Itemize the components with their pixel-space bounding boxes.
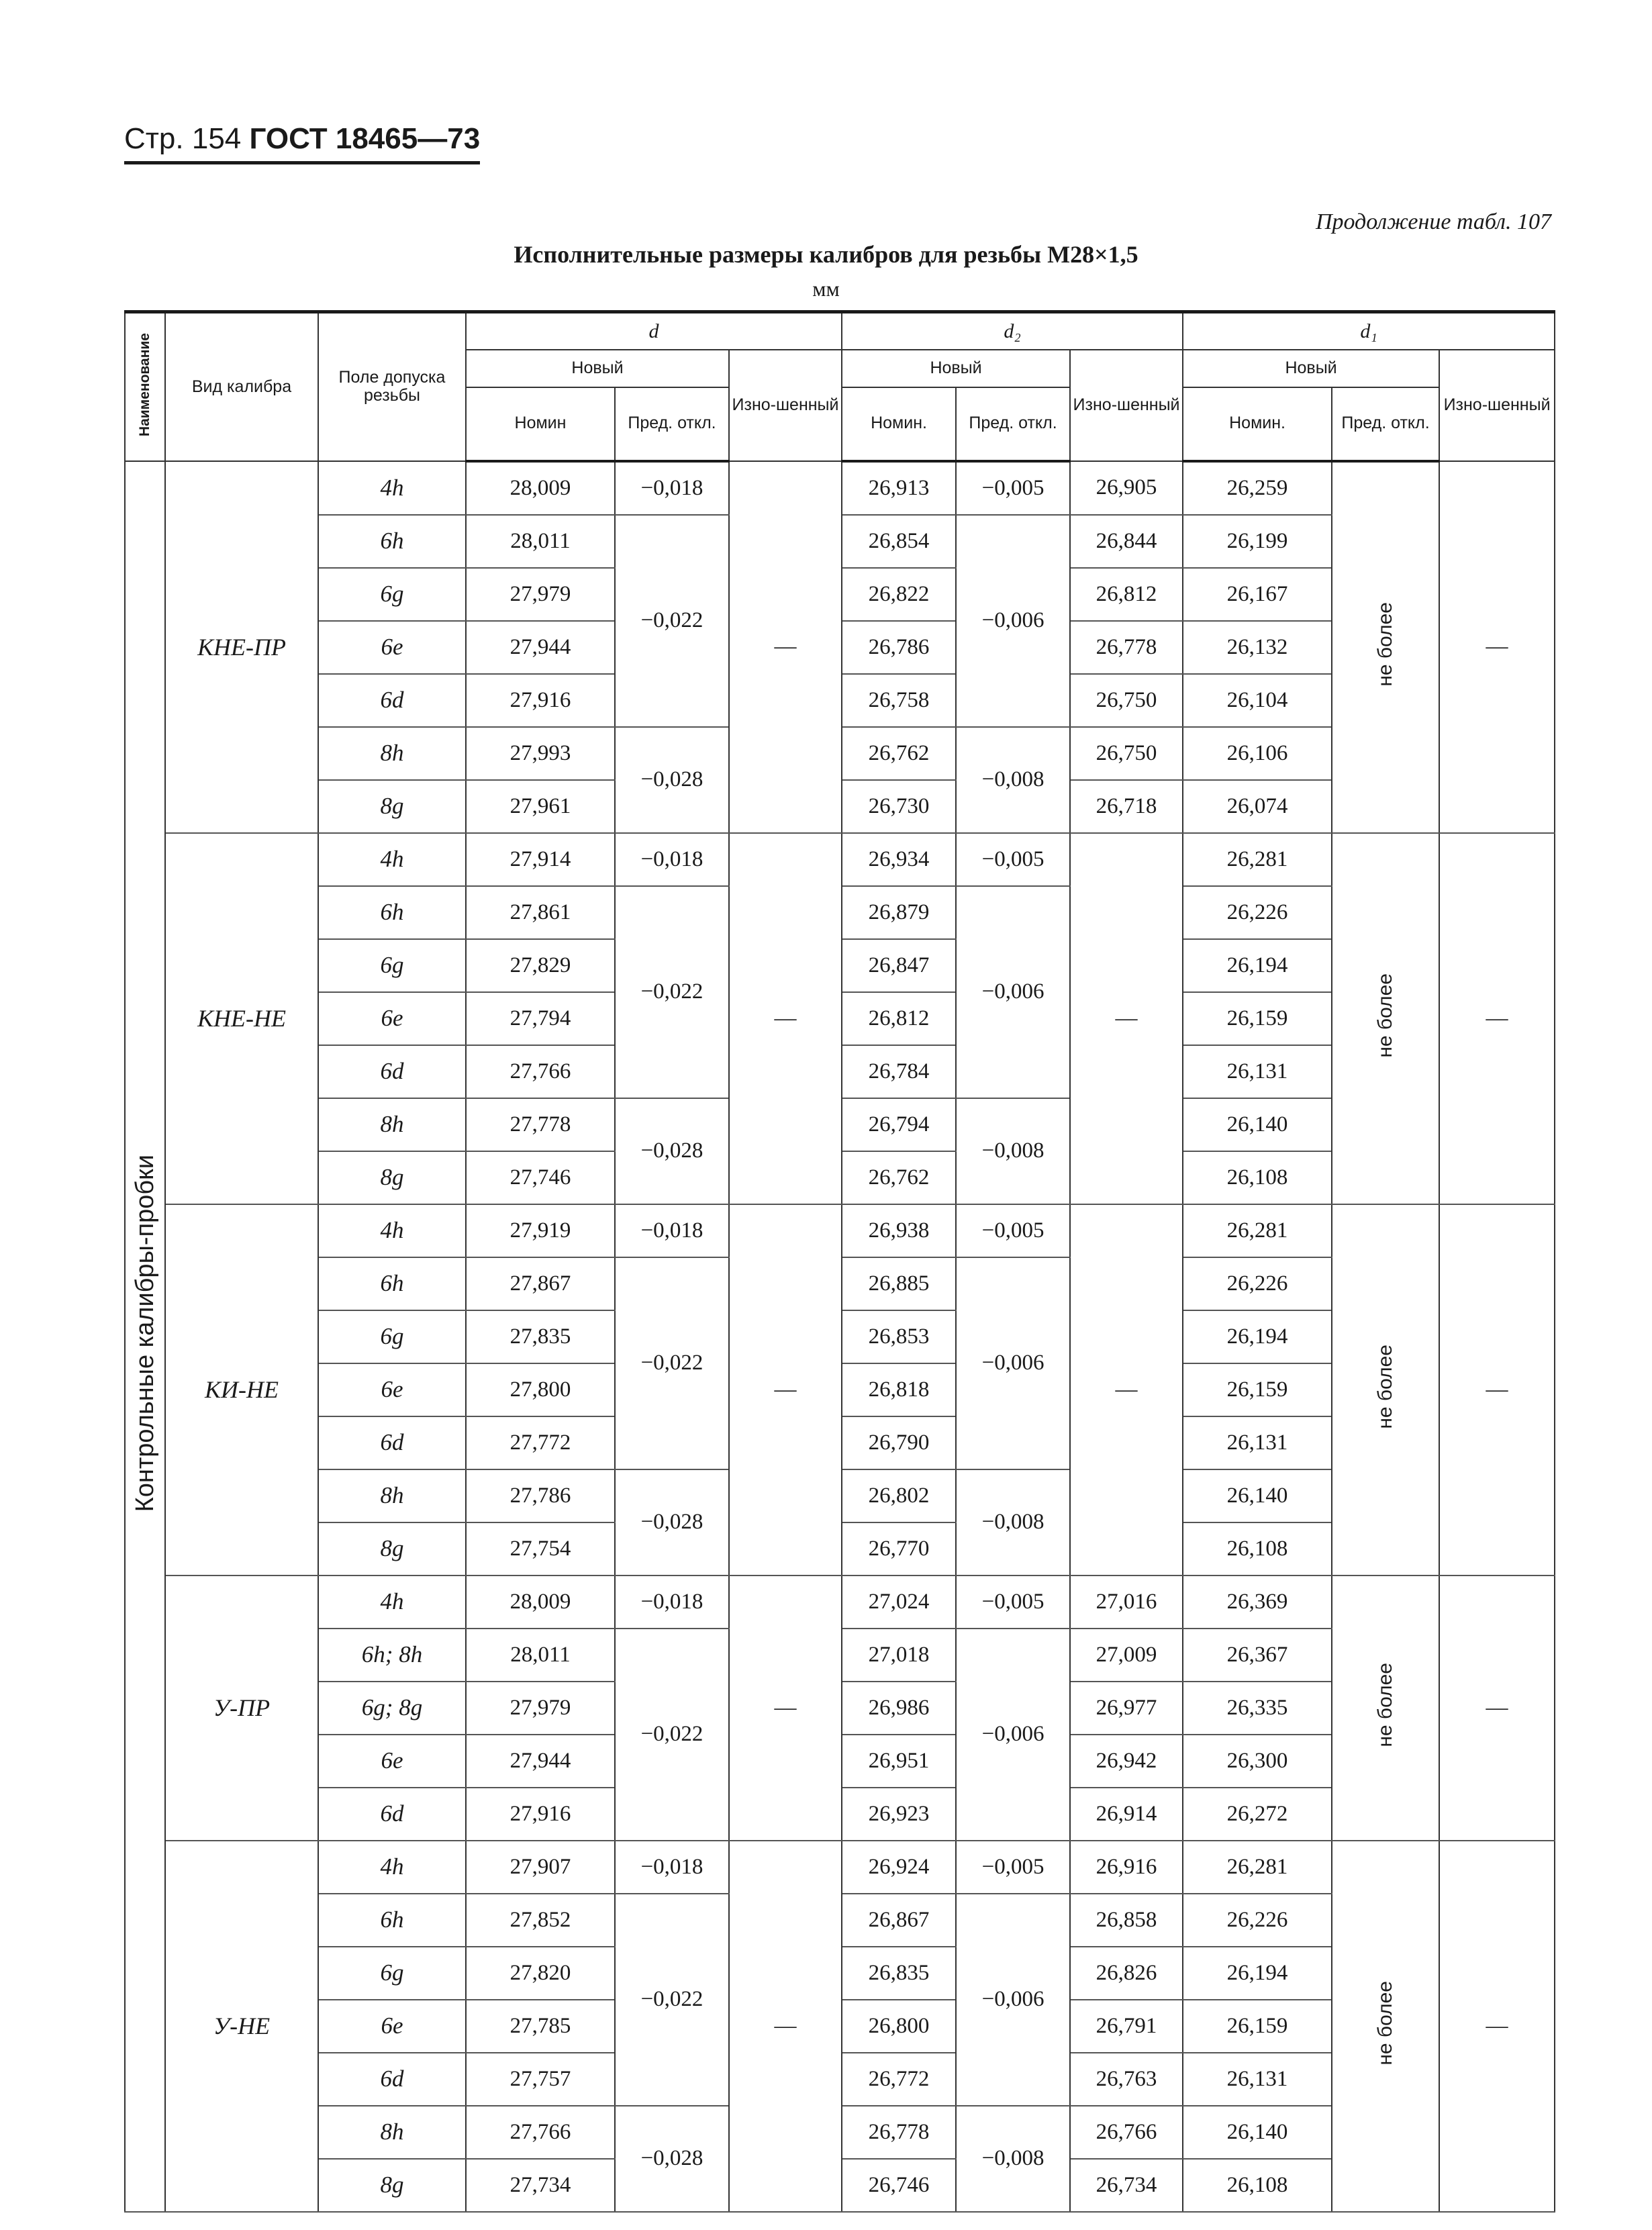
- d-nominal: 27,916: [466, 674, 615, 727]
- d2-worn: 26,763: [1070, 2053, 1183, 2106]
- d2-worn: 26,942: [1070, 1735, 1183, 1788]
- d1-nominal: 26,226: [1183, 886, 1332, 939]
- d-deviation: −0,028: [615, 1469, 729, 1575]
- tolerance-field: 6e: [318, 2000, 466, 2053]
- tolerance-field: 6h; 8h: [318, 1629, 466, 1682]
- col-header-d2: d₂: [842, 312, 1183, 350]
- col-header-d-worn: Изно-шенный: [729, 350, 842, 461]
- d1-nominal: 26,194: [1183, 1947, 1332, 2000]
- d1-nominal: 26,300: [1183, 1735, 1332, 1788]
- d1-nominal: 26,367: [1183, 1629, 1332, 1682]
- d2-worn: —: [1070, 833, 1183, 1204]
- d-nominal: 27,734: [466, 2159, 615, 2212]
- d2-nominal: 26,867: [842, 1894, 956, 1947]
- d-nominal: 27,757: [466, 2053, 615, 2106]
- d2-worn: 26,766: [1070, 2106, 1183, 2159]
- d-nominal: 27,754: [466, 1522, 615, 1575]
- d2-deviation: −0,005: [956, 1841, 1070, 1894]
- tolerance-field: 6g: [318, 568, 466, 621]
- d-nominal: 27,919: [466, 1204, 615, 1257]
- d1-nominal: 26,159: [1183, 992, 1332, 1045]
- tolerance-field: 6g: [318, 1310, 466, 1363]
- tolerance-field: 6g: [318, 939, 466, 992]
- d1-nominal: 26,272: [1183, 1788, 1332, 1841]
- tolerance-field: 6h: [318, 515, 466, 568]
- d2-worn: 26,750: [1070, 727, 1183, 780]
- d2-nominal: 26,730: [842, 780, 956, 833]
- d2-deviation: −0,005: [956, 833, 1070, 886]
- d2-deviation: −0,006: [956, 1257, 1070, 1469]
- d2-worn: 26,826: [1070, 1947, 1183, 2000]
- tolerance-field: 4h: [318, 1575, 466, 1629]
- tolerance-field: 8h: [318, 1098, 466, 1151]
- d2-nominal: 26,794: [842, 1098, 956, 1151]
- col-header-d1-nominal: Номин.: [1183, 387, 1332, 461]
- d1-nominal: 26,104: [1183, 674, 1332, 727]
- d1-nominal: 26,335: [1183, 1682, 1332, 1735]
- d1-nominal: 26,132: [1183, 621, 1332, 674]
- d-worn: —: [729, 1204, 842, 1575]
- d2-nominal: 26,924: [842, 1841, 956, 1894]
- col-header-d1-dev: Пред. откл.: [1332, 387, 1439, 461]
- d2-deviation: −0,005: [956, 461, 1070, 515]
- d2-nominal: 26,938: [842, 1204, 956, 1257]
- tolerance-field: 8g: [318, 2159, 466, 2212]
- d-nominal: 27,786: [466, 1469, 615, 1522]
- d2-nominal: 27,018: [842, 1629, 956, 1682]
- tolerance-field: 6e: [318, 621, 466, 674]
- col-header-name: Наименование: [125, 312, 165, 461]
- col-header-kind: Вид калибра: [165, 312, 318, 461]
- d2-nominal: 27,024: [842, 1575, 956, 1629]
- tolerance-field: 6e: [318, 1735, 466, 1788]
- d2-nominal: 26,800: [842, 2000, 956, 2053]
- d1-nominal: 26,281: [1183, 833, 1332, 886]
- d-nominal: 27,800: [466, 1363, 615, 1416]
- col-header-d-nominal: Номин: [466, 387, 615, 461]
- d2-nominal: 26,786: [842, 621, 956, 674]
- page-label: Стр. 154: [124, 122, 242, 155]
- d-worn: —: [729, 1575, 842, 1841]
- d1-worn: —: [1439, 1204, 1555, 1575]
- d2-nominal: 26,885: [842, 1257, 956, 1310]
- d-nominal: 27,746: [466, 1151, 615, 1204]
- d-nominal: 27,914: [466, 833, 615, 886]
- d2-deviation: −0,008: [956, 1469, 1070, 1575]
- d-deviation: −0,028: [615, 1098, 729, 1204]
- d2-nominal: 26,762: [842, 727, 956, 780]
- d1-nominal: 26,159: [1183, 1363, 1332, 1416]
- header-underline: [124, 161, 480, 164]
- col-header-d1-worn: Изно-шенный: [1439, 350, 1555, 461]
- d1-nominal: 26,108: [1183, 1151, 1332, 1204]
- d2-deviation: −0,006: [956, 1894, 1070, 2106]
- table-row: [125, 461, 1555, 515]
- d2-nominal: 26,822: [842, 568, 956, 621]
- tolerance-field: 6g: [318, 1947, 466, 2000]
- d-nominal: 27,785: [466, 2000, 615, 2053]
- group-label: Контрольные калибры-пробки: [125, 461, 165, 2212]
- d1-worn: —: [1439, 833, 1555, 1204]
- gauge-kind: У-НЕ: [165, 1841, 318, 2212]
- d-nominal: 27,794: [466, 992, 615, 1045]
- d1-nominal: 26,226: [1183, 1894, 1332, 1947]
- d-nominal: 27,820: [466, 1947, 615, 2000]
- d2-nominal: 26,951: [842, 1735, 956, 1788]
- d2-nominal: 26,770: [842, 1522, 956, 1575]
- d-deviation: −0,022: [615, 1257, 729, 1469]
- d1-nominal: 26,281: [1183, 1204, 1332, 1257]
- d2-deviation: −0,005: [956, 1575, 1070, 1629]
- d-deviation: −0,018: [615, 1575, 729, 1629]
- d-deviation: −0,022: [615, 886, 729, 1098]
- d2-worn: 26,977: [1070, 1682, 1183, 1735]
- tolerance-field: 4h: [318, 833, 466, 886]
- d-deviation: −0,022: [615, 515, 729, 727]
- d1-nominal: 26,259: [1183, 461, 1332, 515]
- d1-nominal: 26,167: [1183, 568, 1332, 621]
- d1-deviation: не более: [1332, 1575, 1439, 1841]
- tolerance-field: 6h: [318, 1894, 466, 1947]
- d2-worn: 26,916: [1070, 1841, 1183, 1894]
- d1-nominal: 26,108: [1183, 1522, 1332, 1575]
- d2-deviation: −0,006: [956, 1629, 1070, 1841]
- d-deviation: −0,028: [615, 2106, 729, 2212]
- d1-nominal: 26,194: [1183, 1310, 1332, 1363]
- tolerance-field: 8g: [318, 1151, 466, 1204]
- d2-worn: 26,858: [1070, 1894, 1183, 1947]
- d1-nominal: 26,140: [1183, 2106, 1332, 2159]
- d1-nominal: 26,131: [1183, 1045, 1332, 1098]
- d-deviation: −0,018: [615, 1204, 729, 1257]
- col-header-d2-new: Новый: [842, 350, 1070, 387]
- d2-nominal: 26,818: [842, 1363, 956, 1416]
- d-worn: —: [729, 833, 842, 1204]
- d2-worn: 26,750: [1070, 674, 1183, 727]
- d1-nominal: 26,131: [1183, 1416, 1332, 1469]
- gauge-kind: КИ-НЕ: [165, 1204, 318, 1575]
- d1-deviation: не более: [1332, 461, 1439, 833]
- d-deviation: −0,022: [615, 1894, 729, 2106]
- continuation-note: Продолжение табл. 107: [1315, 209, 1551, 234]
- tolerance-field: 6d: [318, 1416, 466, 1469]
- gauge-dimensions-table: [124, 310, 1555, 2213]
- d1-nominal: 26,108: [1183, 2159, 1332, 2212]
- d2-nominal: 26,778: [842, 2106, 956, 2159]
- d1-worn: —: [1439, 461, 1555, 833]
- d-worn: —: [729, 461, 842, 833]
- d2-nominal: 26,772: [842, 2053, 956, 2106]
- d1-nominal: 26,159: [1183, 2000, 1332, 2053]
- tolerance-field: 6e: [318, 992, 466, 1045]
- table-row: [125, 1204, 1555, 1257]
- d2-nominal: 26,790: [842, 1416, 956, 1469]
- d1-nominal: 26,281: [1183, 1841, 1332, 1894]
- col-header-d-dev: Пред. откл.: [615, 387, 729, 461]
- d2-deviation: −0,008: [956, 1098, 1070, 1204]
- d1-nominal: 26,074: [1183, 780, 1332, 833]
- d2-nominal: 26,853: [842, 1310, 956, 1363]
- d2-worn: 26,914: [1070, 1788, 1183, 1841]
- tolerance-field: 6h: [318, 1257, 466, 1310]
- d1-nominal: 26,194: [1183, 939, 1332, 992]
- d2-nominal: 26,923: [842, 1788, 956, 1841]
- d-deviation: −0,022: [615, 1629, 729, 1841]
- tolerance-field: 4h: [318, 1841, 466, 1894]
- d1-nominal: 26,131: [1183, 2053, 1332, 2106]
- col-header-d2-worn: Изно-шенный: [1070, 350, 1183, 461]
- d2-worn: 26,778: [1070, 621, 1183, 674]
- d-nominal: 27,979: [466, 568, 615, 621]
- table-body: [125, 461, 1555, 2212]
- tolerance-field: 8h: [318, 1469, 466, 1522]
- d-nominal: 27,829: [466, 939, 615, 992]
- d-nominal: 27,772: [466, 1416, 615, 1469]
- col-header-d2-nominal: Номин.: [842, 387, 956, 461]
- d-nominal: 27,907: [466, 1841, 615, 1894]
- d-nominal: 27,778: [466, 1098, 615, 1151]
- table-row: [125, 1575, 1555, 1629]
- tolerance-field: 6d: [318, 1045, 466, 1098]
- d-nominal: 28,009: [466, 1575, 615, 1629]
- d1-worn: —: [1439, 1575, 1555, 1841]
- tolerance-field: 8g: [318, 1522, 466, 1575]
- d-nominal: 27,852: [466, 1894, 615, 1947]
- d-nominal: 27,979: [466, 1682, 615, 1735]
- col-header-d2-dev: Пред. откл.: [956, 387, 1070, 461]
- d2-worn: 27,016: [1070, 1575, 1183, 1629]
- d2-deviation: −0,008: [956, 727, 1070, 833]
- d-worn: —: [729, 1841, 842, 2212]
- d-deviation: −0,018: [615, 833, 729, 886]
- col-header-d1: d₁: [1183, 312, 1555, 350]
- table-unit: мм: [812, 277, 840, 301]
- d2-deviation: −0,006: [956, 515, 1070, 727]
- d-deviation: −0,028: [615, 727, 729, 833]
- tolerance-field: 6d: [318, 2053, 466, 2106]
- tolerance-field: 6d: [318, 1788, 466, 1841]
- col-header-d-new: Новый: [466, 350, 729, 387]
- tolerance-field: 4h: [318, 1204, 466, 1257]
- gauge-kind: КНЕ-НЕ: [165, 833, 318, 1204]
- gauge-kind: У-ПР: [165, 1575, 318, 1841]
- table-row: [125, 1841, 1555, 1894]
- table-title: Исполнительные размеры калибров для резьбы М28×1,5: [514, 241, 1138, 268]
- d2-nominal: 26,784: [842, 1045, 956, 1098]
- tolerance-field: 4h: [318, 461, 466, 515]
- d2-nominal: 26,762: [842, 1151, 956, 1204]
- d1-deviation: не более: [1332, 1841, 1439, 2212]
- d2-nominal: 26,847: [842, 939, 956, 992]
- d2-nominal: 26,986: [842, 1682, 956, 1735]
- d2-deviation: −0,006: [956, 886, 1070, 1098]
- d-nominal: 27,867: [466, 1257, 615, 1310]
- standard-number: ГОСТ 18465—73: [249, 122, 481, 155]
- table-header: [125, 312, 1555, 461]
- d-nominal: 27,944: [466, 1735, 615, 1788]
- d-nominal: 27,944: [466, 621, 615, 674]
- d1-deviation: не более: [1332, 833, 1439, 1204]
- tolerance-field: 8h: [318, 2106, 466, 2159]
- gauge-kind: КНЕ-ПР: [165, 461, 318, 833]
- d-nominal: 27,766: [466, 1045, 615, 1098]
- d2-deviation: −0,008: [956, 2106, 1070, 2212]
- d2-worn: 26,905: [1070, 461, 1183, 515]
- d1-nominal: 26,140: [1183, 1098, 1332, 1151]
- d2-deviation: −0,005: [956, 1204, 1070, 1257]
- d2-nominal: 26,746: [842, 2159, 956, 2212]
- d-nominal: 28,009: [466, 461, 615, 515]
- d2-worn: 26,812: [1070, 568, 1183, 621]
- d-nominal: 27,961: [466, 780, 615, 833]
- d-nominal: 27,766: [466, 2106, 615, 2159]
- page-header: [124, 122, 480, 156]
- tolerance-field: 6d: [318, 674, 466, 727]
- col-header-tolerance: Поле допуска резьбы: [318, 312, 466, 461]
- d-nominal: 28,011: [466, 515, 615, 568]
- d1-nominal: 26,106: [1183, 727, 1332, 780]
- d2-nominal: 26,812: [842, 992, 956, 1045]
- d1-nominal: 26,369: [1183, 1575, 1332, 1629]
- d2-nominal: 26,879: [842, 886, 956, 939]
- d-deviation: −0,018: [615, 461, 729, 515]
- d2-worn: 26,791: [1070, 2000, 1183, 2053]
- d2-nominal: 26,854: [842, 515, 956, 568]
- d-nominal: 27,993: [466, 727, 615, 780]
- d1-nominal: 26,140: [1183, 1469, 1332, 1522]
- tolerance-field: 6g; 8g: [318, 1682, 466, 1735]
- tolerance-field: 8g: [318, 780, 466, 833]
- table-row: [125, 833, 1555, 886]
- d2-nominal: 26,758: [842, 674, 956, 727]
- d1-worn: —: [1439, 1841, 1555, 2212]
- d2-worn: 26,734: [1070, 2159, 1183, 2212]
- d2-nominal: 26,913: [842, 461, 956, 515]
- d1-deviation: не более: [1332, 1204, 1439, 1575]
- d-deviation: −0,018: [615, 1841, 729, 1894]
- d1-nominal: 26,226: [1183, 1257, 1332, 1310]
- tolerance-field: 6h: [318, 886, 466, 939]
- tolerance-field: 6e: [318, 1363, 466, 1416]
- d-nominal: 28,011: [466, 1629, 615, 1682]
- d2-worn: 27,009: [1070, 1629, 1183, 1682]
- col-header-d: d: [466, 312, 842, 350]
- d2-worn: —: [1070, 1204, 1183, 1575]
- d2-nominal: 26,934: [842, 833, 956, 886]
- d2-worn: 26,718: [1070, 780, 1183, 833]
- col-header-d1-new: Новый: [1183, 350, 1439, 387]
- d2-worn: 26,844: [1070, 515, 1183, 568]
- tolerance-field: 8h: [318, 727, 466, 780]
- d-nominal: 27,916: [466, 1788, 615, 1841]
- d-nominal: 27,835: [466, 1310, 615, 1363]
- d2-nominal: 26,835: [842, 1947, 956, 2000]
- d2-nominal: 26,802: [842, 1469, 956, 1522]
- d-nominal: 27,861: [466, 886, 615, 939]
- d1-nominal: 26,199: [1183, 515, 1332, 568]
